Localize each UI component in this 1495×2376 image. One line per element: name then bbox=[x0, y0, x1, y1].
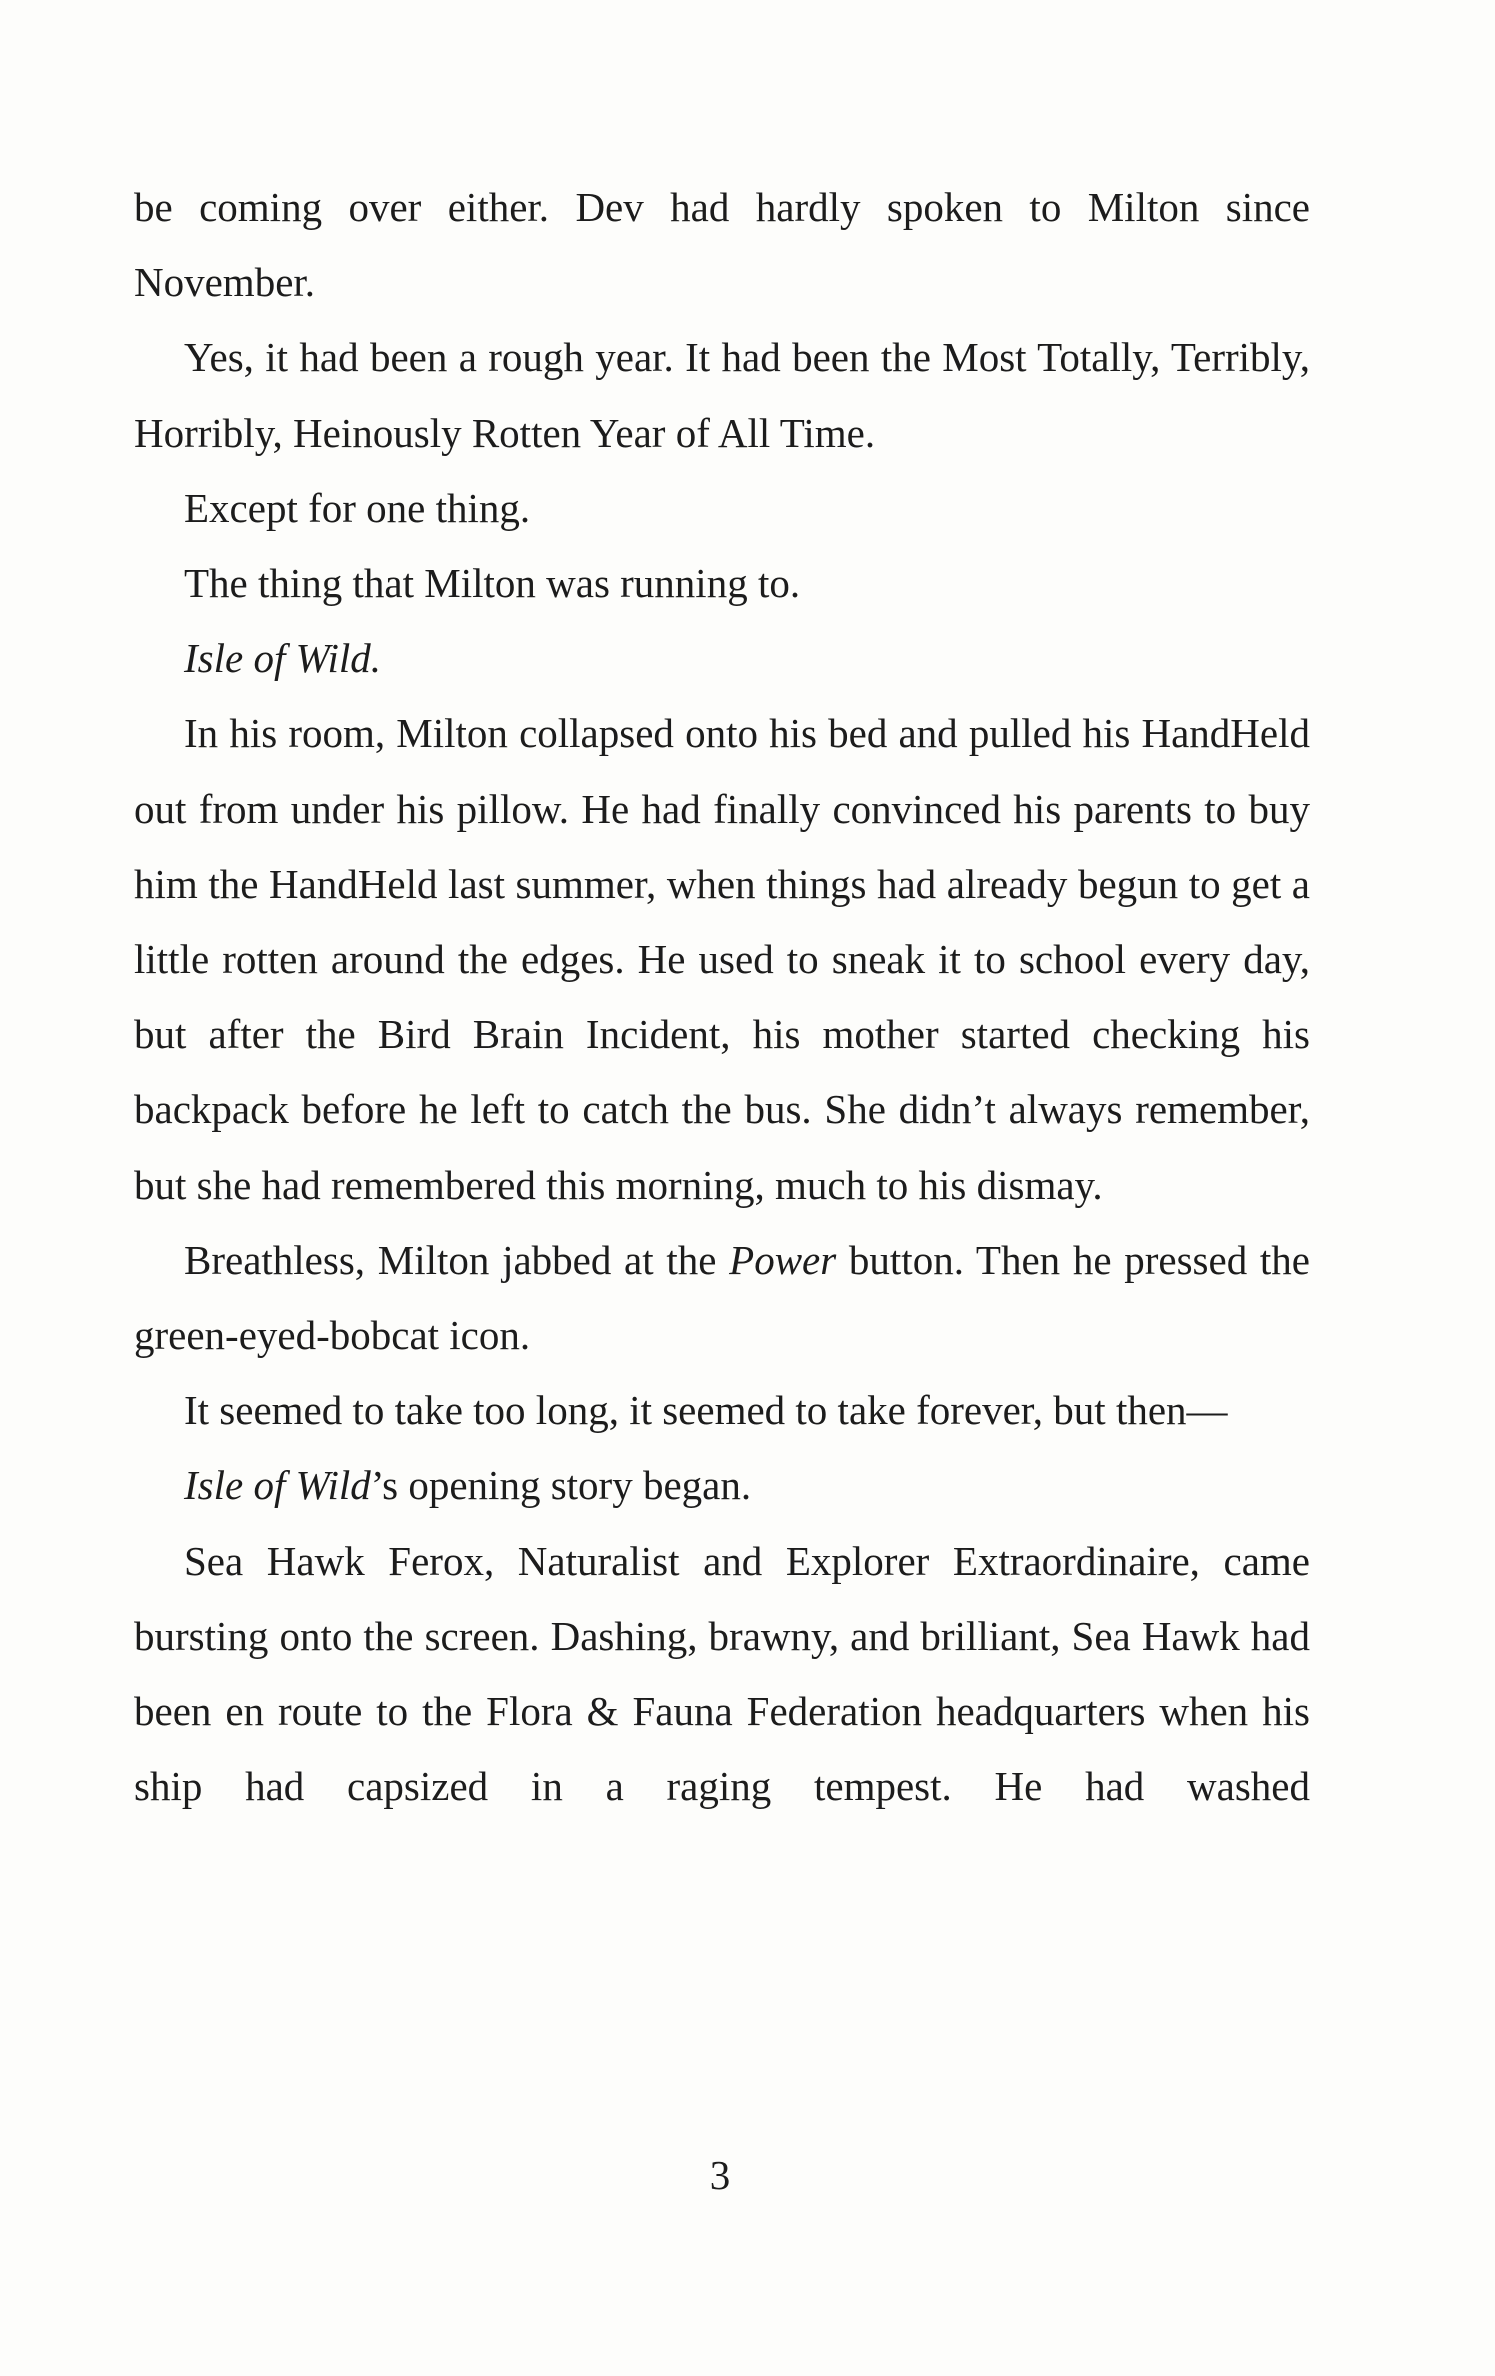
paragraph bbox=[134, 1448, 1310, 1523]
text-run: button. Then he pressed the green-eyed-bobcat icon. bbox=[134, 1236, 1310, 1359]
paragraph bbox=[134, 170, 1310, 320]
text-run: Except for one thing. bbox=[184, 484, 531, 531]
italic-text: Isle of Wild bbox=[184, 1462, 371, 1509]
text-run: Breathless, Milton jabbed at the bbox=[184, 1236, 730, 1283]
text-run: be coming over either. Dev had hardly spoken to Milton since November. bbox=[134, 184, 1310, 306]
body-text bbox=[134, 170, 1310, 1824]
text-run: Yes, it had been a rough year. It had been the Most Totally, Terribly, Horribly, Heinously Rotten Year of All Time. bbox=[134, 334, 1310, 456]
italic-text: Isle of Wild. bbox=[184, 635, 382, 682]
text-run: The thing that Milton was running to. bbox=[184, 560, 801, 607]
paragraph bbox=[134, 1223, 1310, 1373]
page-number: 3 bbox=[709, 2152, 731, 2198]
paragraph bbox=[134, 1373, 1310, 1448]
italic-text: Power bbox=[729, 1236, 837, 1283]
text-run: It seemed to take too long, it seemed to take forever, but then— bbox=[184, 1387, 1228, 1434]
text-run: Sea Hawk Ferox, Naturalist and Explorer Extraordinaire, came bursting onto the screen. Dashing, brawny, and brilliant, Sea Hawk had been en route to the Flora & Fauna Federation headquarters when his ship had capsized in a raging tempest. He had washed bbox=[134, 1537, 1310, 1810]
paragraph bbox=[134, 546, 1310, 621]
paragraph bbox=[134, 696, 1310, 1222]
paragraph bbox=[134, 621, 1310, 696]
text-run: In his room, Milton collapsed onto his bed and pulled his HandHeld out from under his pillow. He had finally convinced his parents to buy him the HandHeld last summer, when things had already begun to get a little rotten around the edges. He used to sneak it to school every day, but after the Bird Brain Incident, his mother started checking his backpack before he left to catch the bus. She didn’t always remember, but she had remembered this morning, much to his dismay. bbox=[134, 710, 1310, 1208]
paragraph bbox=[134, 320, 1310, 470]
text-run: ’s opening story began. bbox=[370, 1462, 752, 1509]
paragraph bbox=[134, 1524, 1310, 1825]
paragraph bbox=[134, 471, 1310, 546]
